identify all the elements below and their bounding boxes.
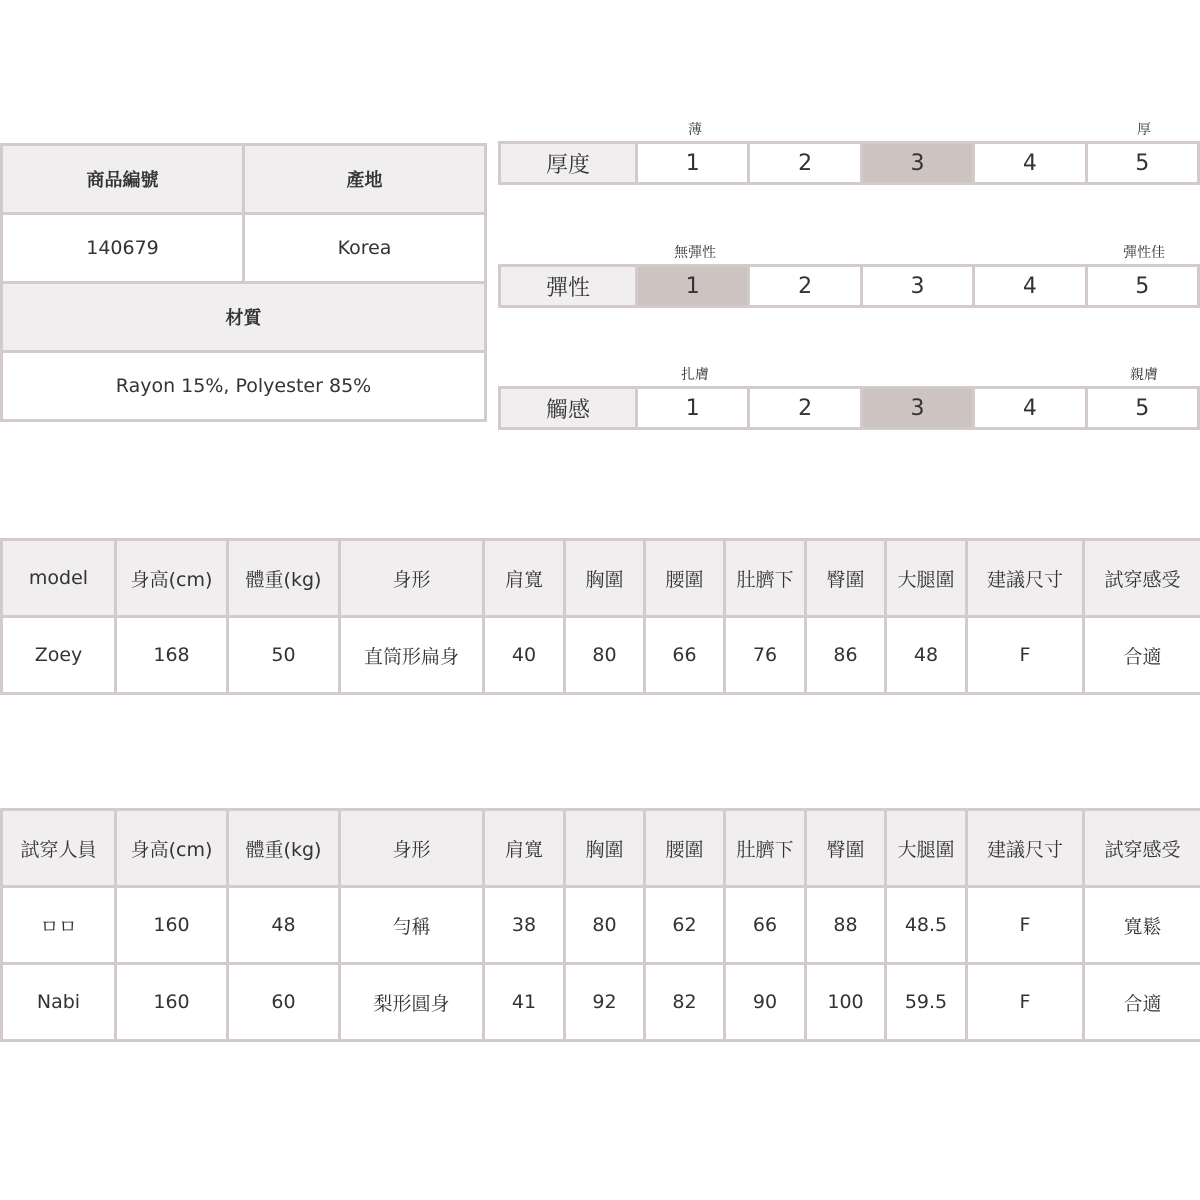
rating-name: 厚度 <box>500 143 637 184</box>
table-cell: 合適 <box>1084 617 1200 694</box>
table-cell: 80 <box>565 617 645 694</box>
column-header: 肚臍下 <box>725 540 806 617</box>
rating-level: 1 <box>637 143 749 184</box>
table-cell: 48.5 <box>886 887 967 964</box>
table-row <box>2 887 1200 964</box>
column-header: 腰圍 <box>645 540 725 617</box>
column-header: 建議尺寸 <box>967 810 1084 887</box>
column-header: 胸圍 <box>565 810 645 887</box>
scale-low-label: 無彈性 <box>674 245 716 261</box>
column-header: 肚臍下 <box>725 810 806 887</box>
rating-row <box>498 141 1200 185</box>
table-cell: 勻稱 <box>340 887 484 964</box>
table-cell: 92 <box>565 964 645 1041</box>
rating-level: 4 <box>974 143 1086 184</box>
thickness-scale <box>498 119 1200 185</box>
texture-scale <box>498 364 1200 430</box>
origin-value: Korea <box>244 214 486 283</box>
tester-size-table <box>0 808 1200 1042</box>
rating-level: 2 <box>749 388 861 429</box>
table-cell: 62 <box>645 887 725 964</box>
table-cell: 寬鬆 <box>1084 887 1200 964</box>
table-cell: 66 <box>725 887 806 964</box>
table-cell: Zoey <box>2 617 116 694</box>
rating-level: 5 <box>1086 143 1198 184</box>
scale-high-label: 彈性佳 <box>1123 245 1165 261</box>
table-cell: 梨形圓身 <box>340 964 484 1041</box>
table-cell: 60 <box>228 964 340 1041</box>
table-cell: 59.5 <box>886 964 967 1041</box>
column-header: 試穿感受 <box>1084 810 1200 887</box>
table-cell: 66 <box>645 617 725 694</box>
rating-name: 觸感 <box>500 388 637 429</box>
product-info-table <box>0 143 487 422</box>
column-header: 肩寬 <box>484 810 565 887</box>
rating-level: 4 <box>974 388 1086 429</box>
scale-low-label: 扎膚 <box>681 367 709 383</box>
column-header: 體重(kg) <box>228 810 340 887</box>
table-row <box>2 617 1200 694</box>
column-header: 臀圍 <box>806 540 886 617</box>
rating-name: 彈性 <box>500 266 637 307</box>
column-header: 建議尺寸 <box>967 540 1084 617</box>
rating-level: 5 <box>1086 388 1198 429</box>
table-cell: 88 <box>806 887 886 964</box>
table-cell: 160 <box>116 887 228 964</box>
elasticity-scale <box>498 242 1200 308</box>
table-cell: 86 <box>806 617 886 694</box>
table-cell: 80 <box>565 887 645 964</box>
rating-row <box>498 264 1200 308</box>
column-header: 身高(cm) <box>116 810 228 887</box>
scale-high-label: 厚 <box>1137 122 1151 138</box>
table-cell: 100 <box>806 964 886 1041</box>
table-cell: F <box>967 887 1084 964</box>
table-cell: 直筒形扁身 <box>340 617 484 694</box>
rating-level: 1 <box>637 388 749 429</box>
column-header: 身形 <box>340 540 484 617</box>
table-cell: Nabi <box>2 964 116 1041</box>
table-cell: ㅁㅁ <box>2 887 116 964</box>
column-header: 腰圍 <box>645 810 725 887</box>
table-cell: 50 <box>228 617 340 694</box>
table-cell: 90 <box>725 964 806 1041</box>
rating-level: 2 <box>749 266 861 307</box>
table-cell: F <box>967 964 1084 1041</box>
table-cell: 41 <box>484 964 565 1041</box>
rating-level: 3 <box>861 266 973 307</box>
material-value: Rayon 15%, Polyester 85% <box>2 352 486 421</box>
column-header: 肩寬 <box>484 540 565 617</box>
rating-level: 2 <box>749 143 861 184</box>
table-cell: 76 <box>725 617 806 694</box>
table-cell: 160 <box>116 964 228 1041</box>
table-cell: 合適 <box>1084 964 1200 1041</box>
table-cell: 168 <box>116 617 228 694</box>
column-header: model <box>2 540 116 617</box>
column-header: 胸圍 <box>565 540 645 617</box>
table-cell: 48 <box>886 617 967 694</box>
column-header: 大腿圍 <box>886 540 967 617</box>
scale-high-label: 親膚 <box>1130 367 1158 383</box>
column-header: 試穿感受 <box>1084 540 1200 617</box>
rating-level-selected: 3 <box>861 143 973 184</box>
product-code-label: 商品編號 <box>2 145 244 214</box>
column-header: 臀圍 <box>806 810 886 887</box>
model-size-table <box>0 538 1200 695</box>
table-cell: F <box>967 617 1084 694</box>
product-code-value: 140679 <box>2 214 244 283</box>
rating-level-selected: 3 <box>861 388 973 429</box>
column-header: 體重(kg) <box>228 540 340 617</box>
rating-level-selected: 1 <box>637 266 749 307</box>
column-header: 大腿圍 <box>886 810 967 887</box>
origin-label: 產地 <box>244 145 486 214</box>
scale-low-label: 薄 <box>688 122 702 138</box>
material-label: 材質 <box>2 283 486 352</box>
table-cell: 82 <box>645 964 725 1041</box>
table-cell: 48 <box>228 887 340 964</box>
column-header: 身形 <box>340 810 484 887</box>
table-header-row <box>2 810 1200 887</box>
column-header: 身高(cm) <box>116 540 228 617</box>
rating-row <box>498 386 1200 430</box>
rating-level: 5 <box>1086 266 1198 307</box>
table-row <box>2 964 1200 1041</box>
rating-level: 4 <box>974 266 1086 307</box>
table-header-row <box>2 540 1200 617</box>
table-cell: 40 <box>484 617 565 694</box>
table-cell: 38 <box>484 887 565 964</box>
column-header: 試穿人員 <box>2 810 116 887</box>
